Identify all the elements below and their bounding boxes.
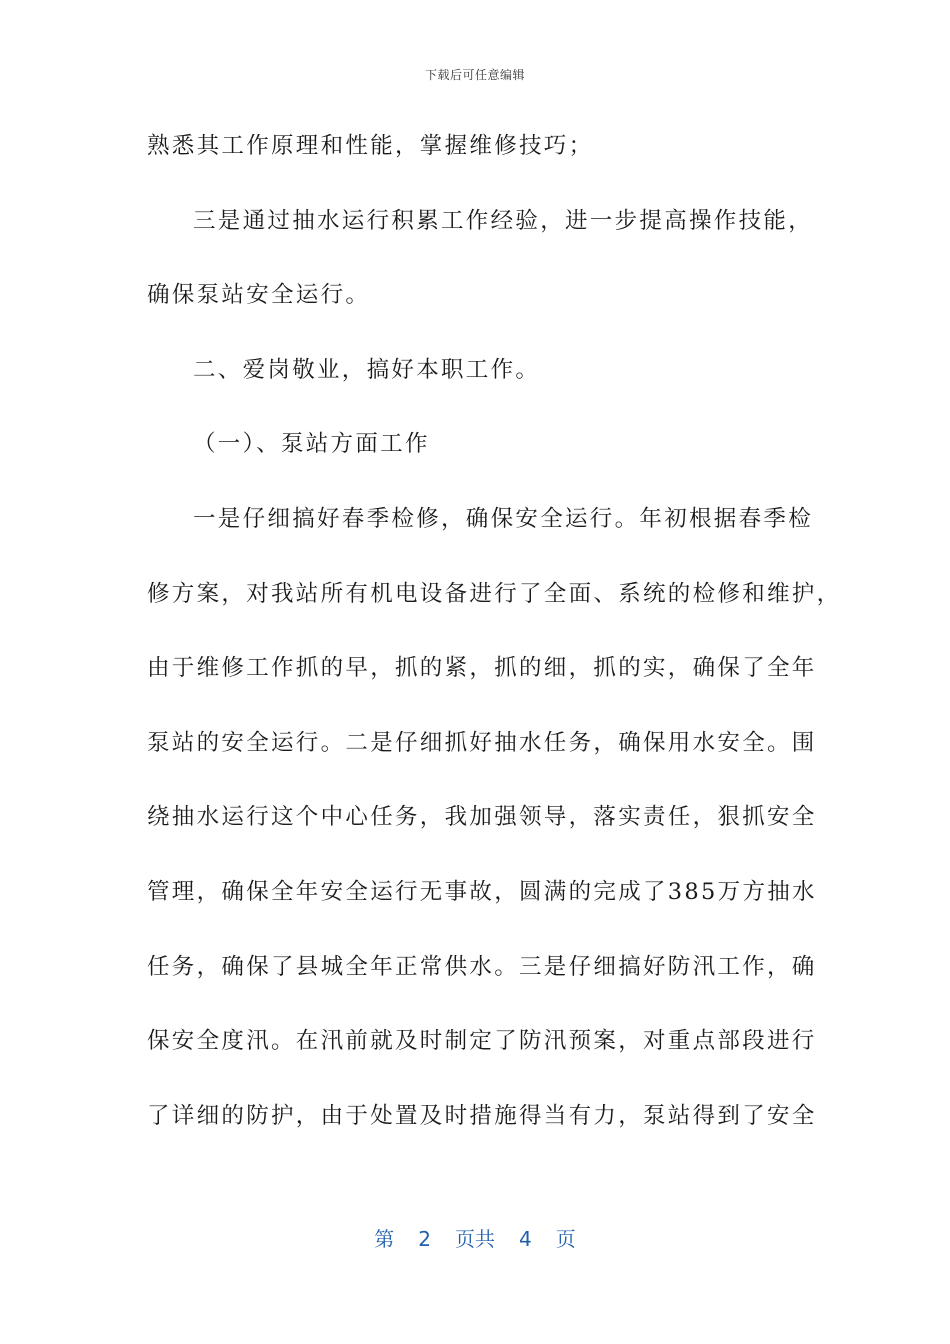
paragraph-line: 确保泵站安全运行。 [147, 282, 371, 309]
footer-label-page-end: 页 [555, 1227, 576, 1251]
section-heading: 二、爱岗敬业，搞好本职工作。 [193, 356, 541, 383]
footer-total-pages: 4 [519, 1227, 532, 1251]
paragraph-line: 泵站的安全运行。二是仔细抓好抽水任务，确保用水安全。围 [147, 729, 817, 756]
footer-current-page: 2 [418, 1227, 431, 1251]
footer-label-page: 第 [374, 1227, 395, 1251]
page-number-footer [0, 1223, 950, 1252]
subsection-heading: （一）、泵站方面工作 [193, 431, 430, 458]
paragraph-line: 熟悉其工作原理和性能，掌握维修技巧； [147, 133, 594, 159]
page-header-note: 下载后可任意编辑 [424, 68, 525, 82]
paragraph-line: 管理，确保全年安全运行无事故，圆满的完成了385万方抽水 [147, 878, 817, 905]
paragraph-line: 了详细的防护，由于处置及时措施得当有力，泵站得到了安全 [147, 1102, 817, 1129]
paragraph-line: 任务，确保了县城全年正常供水。三是仔细搞好防汛工作，确 [147, 953, 817, 980]
paragraph-line: 一是仔细搞好春季检修，确保安全运行。年初根据春季检 [193, 505, 814, 532]
footer-label-page-of: 页共 [455, 1227, 495, 1251]
paragraph-line: 修方案，对我站所有机电设备进行了全面、系统的检修和维护， [147, 580, 842, 607]
paragraph-line: 绕抽水运行这个中心任务，我加强领导，落实责任，狠抓安全 [147, 804, 817, 831]
paragraph-line: 由于维修工作抓的早，抓的紧，抓的细，抓的实，确保了全年 [147, 655, 817, 682]
paragraph-line: 三是通过抽水运行积累工作经验，进一步提高操作技能， [193, 207, 814, 234]
paragraph-line: 保安全度汛。在汛前就及时制定了防汛预案，对重点部段进行 [147, 1028, 817, 1055]
document-body [147, 124, 842, 1168]
